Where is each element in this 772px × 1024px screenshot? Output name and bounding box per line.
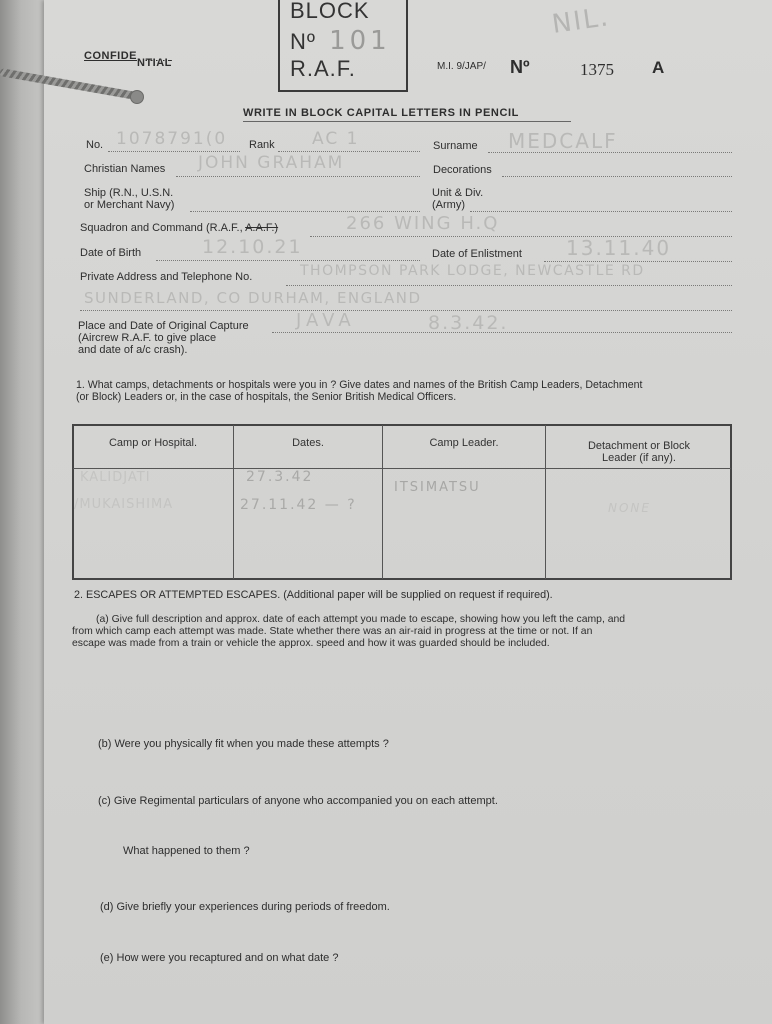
th-camp-leader: Camp Leader. [429, 437, 499, 449]
address-value-2: SUNDERLAND, CO DURHAM, ENGLAND [84, 289, 422, 307]
camp-1: KALIDJATI [80, 470, 151, 485]
q1-line-1: 1. What camps, detachments or hospitals were you in ? Give dates and names of the British Camp Leaders, Detachment [76, 379, 643, 391]
form-no-label: Nº [510, 57, 530, 77]
confidential-part-2: NTIAL [137, 57, 172, 69]
decorations-rule [502, 176, 732, 177]
stamp-no-prefix: Nº [290, 29, 316, 54]
christian-rule [176, 176, 420, 177]
capture-label-3: and date of a/c crash). [78, 344, 188, 356]
section2-c: (c) Give Regimental particulars of anyone who accompanied you on each attempt. [98, 795, 498, 807]
camp-2: /MUKAISHIMA [74, 497, 174, 512]
date-1: 27.3.42 [246, 469, 314, 485]
unit-label-2: (Army) [432, 199, 465, 211]
squadron-label [80, 222, 278, 234]
section2-a-line-3: escape was made from a train or vehicle the approx. speed and how it was guarded should be included. [72, 638, 550, 649]
address-label: Private Address and Telephone No. [80, 271, 253, 283]
section2-title: 2. ESCAPES OR ATTEMPTED ESCAPES. (Additional paper will be supplied on request if required). [74, 589, 553, 601]
squadron-value: 266 WING H.Q [346, 213, 500, 234]
stamp-number: 101 [329, 26, 391, 56]
section2-b: (b) Were you physically fit when you made these attempts ? [98, 738, 389, 750]
mi-reference: M.I. 9/JAP/ [437, 61, 486, 72]
section2-a-line-1: (a) Give full description and approx. date of each attempt you made to escape, showing how you left the camp, and [96, 614, 626, 625]
section2-a-line-2: from which camp each attempt was made. State whether there was an air-raid in progress at the time or not. If an [72, 626, 593, 637]
form-no-suffix: A [652, 58, 665, 77]
surname-label: Surname [433, 140, 478, 152]
nil-annotation: NIL. [550, 2, 612, 40]
camp-leader-value: ITSIMATSU [394, 480, 481, 495]
decorations-label: Decorations [433, 164, 492, 176]
block-stamp [278, 0, 408, 92]
enlistment-value: 13.11.40 [566, 236, 672, 260]
punch-hole [130, 90, 144, 104]
rank-rule [278, 151, 420, 152]
section2-c-sub: What happened to them ? [123, 845, 250, 857]
instruction-underline [243, 121, 571, 122]
address-rule-2 [80, 310, 732, 311]
enlistment-label: Date of Enlistment [432, 248, 522, 260]
squadron-label-text: Squadron and Command (R.A.F., [80, 222, 243, 234]
th-dates: Dates. [292, 437, 324, 449]
capture-date: 8.3.42. [428, 312, 509, 334]
date-2: 27.11.42 — ? [240, 497, 357, 513]
ship-label-1: Ship (R.N., U.S.N. [84, 187, 174, 199]
address-rule-1 [286, 285, 732, 286]
dob-rule [156, 260, 420, 261]
unit-rule [470, 211, 732, 212]
th-detachment-2: Leader (if any). [602, 452, 676, 464]
no-value: 1078791(0 [116, 129, 228, 149]
dob-value: 12.10.21 [202, 236, 303, 258]
christian-value: JOHN GRAHAM [198, 153, 345, 173]
capture-label-2: (Aircrew R.A.F. to give place [78, 332, 217, 344]
confidential-part-1: CONFIDE [84, 50, 137, 62]
folder-spine [0, 0, 46, 1024]
rank-label: Rank [249, 139, 275, 151]
section2-e: (e) How were you recaptured and on what date ? [100, 952, 339, 964]
capture-label-1: Place and Date of Original Capture [78, 320, 249, 332]
no-label: No. [86, 139, 104, 151]
table-header-divider [73, 468, 731, 469]
th-camp: Camp or Hospital. [108, 437, 198, 449]
squadron-label-struck: A.A.F.) [245, 222, 279, 234]
stamp-number-row [290, 26, 391, 56]
stamp-raf: R.A.F. [290, 56, 356, 81]
section2-d: (d) Give briefly your experiences during periods of freedom. [100, 901, 390, 913]
surname-value: MEDCALF [508, 129, 618, 153]
christian-label: Christian Names [84, 163, 166, 175]
enlistment-rule [544, 261, 732, 262]
stamp-block: BLOCK [290, 0, 370, 23]
no-rule [108, 151, 240, 152]
capture-place: JAVA [296, 310, 356, 331]
ship-rule [190, 211, 420, 212]
th-detachment-1: Detachment or Block [587, 440, 691, 452]
form-no-value: 1375 [580, 60, 614, 79]
ship-label-2: or Merchant Navy) [84, 199, 175, 211]
rank-value: AC 1 [312, 129, 360, 149]
unit-label-1: Unit & Div. [432, 187, 484, 199]
dob-label: Date of Birth [80, 247, 142, 259]
confidential-mark [84, 50, 172, 69]
address-value-1: THOMPSON PARK LODGE, NEWCASTLE RD [300, 263, 645, 279]
q1-line-2: (or Block) Leaders or, in the case of hospitals, the Senior British Medical Officers. [76, 391, 457, 403]
detachment-value: NONE [608, 501, 651, 515]
instruction-heading: WRITE IN BLOCK CAPITAL LETTERS IN PENCIL [243, 107, 519, 119]
